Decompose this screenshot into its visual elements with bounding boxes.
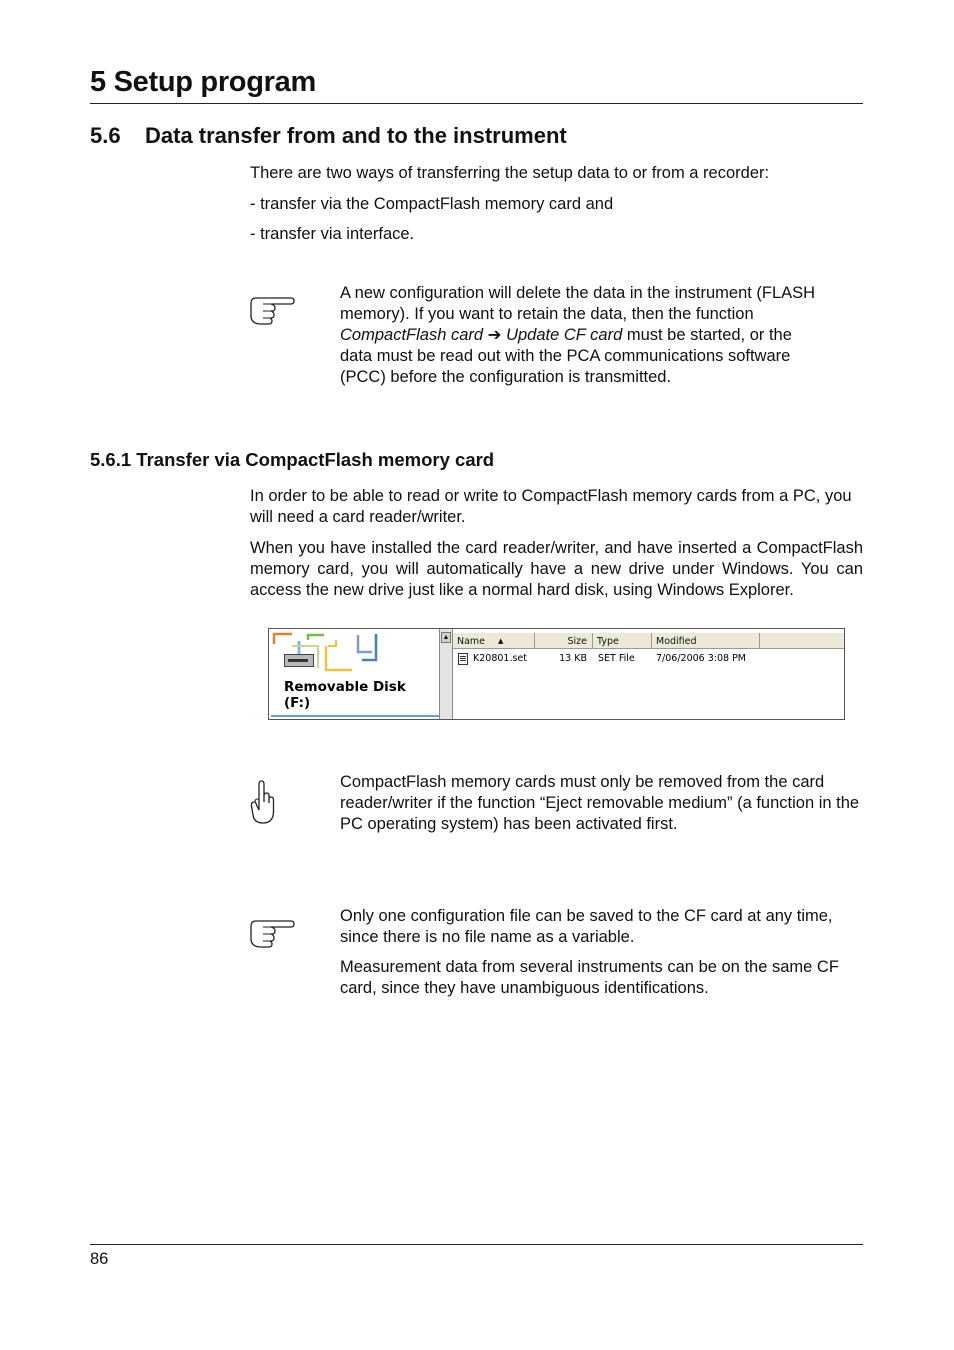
scroll-up-arrow-icon[interactable]: ▲ xyxy=(442,634,450,641)
page-number: 86 xyxy=(90,1250,109,1268)
column-header-type[interactable]: Type xyxy=(593,633,652,649)
note-line: memory). If you want to retain the data, then the function xyxy=(340,305,754,323)
section-intro: There are two ways of transferring the setup data to or from a recorder: xyxy=(250,164,770,182)
note-line xyxy=(340,325,863,346)
menu-path: CompactFlash card xyxy=(340,326,484,344)
paragraph: In order to be able to read or write to CompactFlash memory cards from a PC, you will need a card reader/writer. xyxy=(250,487,852,526)
file-icon xyxy=(458,653,468,665)
file-size: 13 KB xyxy=(559,653,587,664)
sort-ascending-icon: ▲ xyxy=(498,637,504,645)
explorer-left-pane xyxy=(269,629,440,719)
file-name[interactable]: K20801.set xyxy=(473,653,527,664)
subsection-heading xyxy=(90,449,494,471)
paragraph: When you have installed the card reader/writer, and have inserted a CompactFlash memory card, you will automatically have a new drive under Windows. You can access the new drive just like a normal hard disk, using Windows Explorer. xyxy=(250,539,863,599)
note-line: data must be read out with the PCA communications software xyxy=(340,347,791,365)
file-modified: 7/06/2006 3:08 PM xyxy=(656,653,747,664)
section-number: 5.6 xyxy=(90,123,121,148)
chapter-title: 5 Setup program xyxy=(90,66,316,98)
note-text: Measurement data from several instruments can be on the same CF card, since they have unambiguous identifications. xyxy=(340,958,839,997)
drive-label xyxy=(284,679,406,711)
pointing-hand-icon xyxy=(249,293,295,333)
section-heading xyxy=(90,123,567,149)
section-title: Data transfer from and to the instrument xyxy=(145,123,567,148)
note-text xyxy=(340,283,863,388)
note-text: Only one configuration file can be saved to the CF card at any time, since there is no file name as a variable. xyxy=(340,907,833,946)
warning-note-text: CompactFlash memory cards must only be removed from the card reader/writer if the function “Eject removable medium” (a function in the PC operating system) has been activated first. xyxy=(340,773,860,833)
column-label: Name xyxy=(457,636,486,647)
note-line: A new configuration will delete the data in the instrument (FLASH xyxy=(340,284,816,302)
note-line: (PCC) before the configuration is transmitted. xyxy=(340,368,672,386)
drive-name: Removable Disk xyxy=(284,679,406,695)
list-item: - transfer via interface. xyxy=(250,225,415,243)
raised-finger-hand-icon xyxy=(250,780,276,826)
menu-item: Update CF card xyxy=(506,326,623,344)
header-rule xyxy=(90,103,863,104)
drive-letter: (F:) xyxy=(284,695,311,711)
left-pane-scrollbar[interactable] xyxy=(440,629,453,719)
note-line-rest: must be started, or the xyxy=(622,326,792,344)
column-header-size[interactable]: Size xyxy=(535,633,593,649)
column-header-name[interactable] xyxy=(453,633,535,649)
column-header-modified[interactable]: Modified xyxy=(652,633,760,649)
file-type: SET File xyxy=(598,653,635,664)
list-item: - transfer via the CompactFlash memory card and xyxy=(250,195,614,213)
arrow-glyph: ➔ xyxy=(487,326,502,344)
explorer-window xyxy=(268,628,845,720)
footer-rule xyxy=(90,1244,863,1245)
explorer-file-list xyxy=(453,629,844,719)
pointing-hand-icon xyxy=(249,916,295,956)
removable-drive-icon xyxy=(284,654,314,667)
subsection-number: 5.6.1 xyxy=(90,449,132,470)
subsection-title: Transfer via CompactFlash memory card xyxy=(136,449,495,470)
